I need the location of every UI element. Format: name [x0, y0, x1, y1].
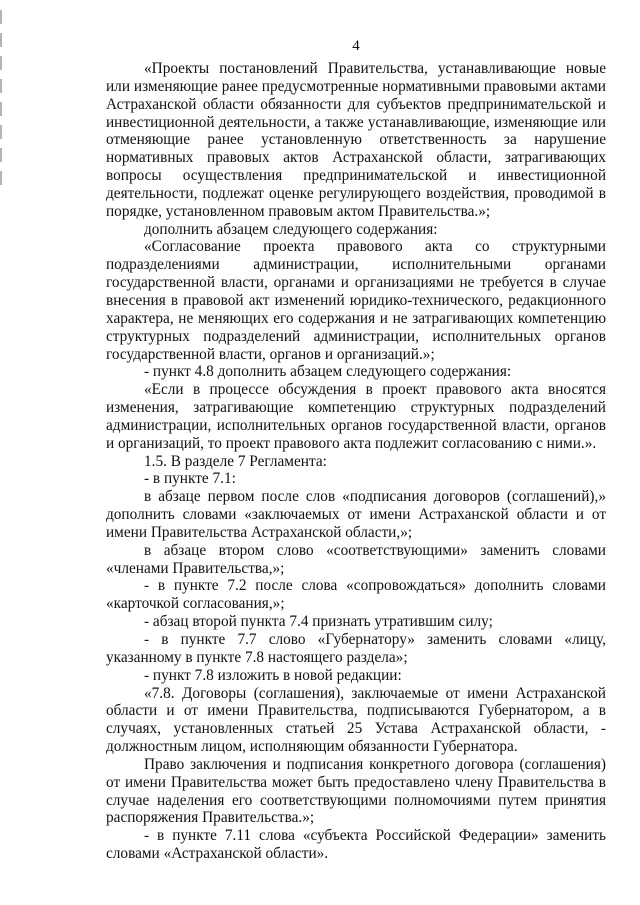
paragraph: в абзаце первом после слов «подписания договоров (соглашений),» дополнить словами «заключаемых от имени Астраханской области и от имени Правительства Астраханской области,»; [106, 488, 606, 541]
paragraph: - в пункте 7.1: [144, 470, 236, 488]
paragraph: Право заключения и подписания конкретного договора (соглашения) от имени Правительства может быть предоставлено члену Правительства в случае наделения его соответствующими полномочиями путем принятия распоряжения Правительства.»; [106, 755, 606, 827]
paragraph: - абзац второй пункта 7.4 признать утратившим силу; [144, 613, 493, 631]
paragraph: «Если в процессе обсуждения в проект правового акта вносятся изменения, затрагивающие компетенцию структурных подразделений администрации, исполнительных органов государственной власти, органов и организаций, то проект правового акта подлежит согласованию с ними.». [106, 381, 606, 452]
document-body [106, 60, 606, 863]
paragraph: - пункт 4.8 дополнить абзацем следующего содержания: [144, 363, 512, 381]
paragraph: дополнить абзацем следующего содержания: [144, 220, 438, 238]
paragraph: «7.8. Договоры (соглашения), заключаемые от имени Астраханской области и от имени Правительства, подписываются Губернатором, а в случаях, установленных статьей 25 Устава Астраханской области, - должностным лицом, исполняющим обязанности Губернатора. [106, 684, 606, 756]
paragraph: «Проекты постановлений Правительства, устанавливающие новые или изменяющие ранее предусмотренные нормативными правовыми актами Астраханской области обязанности для субъектов предпринимательской и инвестиционной деятельности, а также устанавливающие, изменяющие или отменяющие ранее установленную ответственность за нарушение нормативных правовых актов Астраханской области, затрагивающих вопросы осуществления предпринимательской и инвестиционной деятельности, подлежат оценке регулирующего воздействия, проводимой в порядке, установленном правовым актом Правительства.»; [106, 60, 606, 220]
paragraph: 1.5. В разделе 7 Регламента: [144, 452, 327, 470]
paragraph: - пункт 7.8 изложить в новой редакции: [144, 666, 402, 684]
paragraph: «Согласование проекта правового акта со структурными подразделениями администрации, исполнительными органами государственной власти, органами и организациями не требуется в случае внесения в правовой акт изменений юридико-технического, редакционного характера, не меняющих его содержания и не затрагивающих компетенцию структурных подразделений администрации, исполнительных органов государственной власти, органов и организаций.»; [106, 238, 606, 363]
paragraph: - в пункте 7.11 слова «субъекта Российской Федерации» заменить словами «Астраханской области». [106, 827, 606, 863]
page-number: 4 [352, 38, 360, 54]
paragraph: - в пункте 7.7 слово «Губернатору» заменить словами «лицу, указанному в пункте 7.8 настоящего раздела»; [106, 631, 606, 666]
paragraph: в абзаце втором слово «соответствующими» заменить словами «членами Правительства,»; [106, 541, 606, 577]
paragraph: - в пункте 7.2 после слова «сопровождаться» дополнить словами «карточкой согласования,»; [106, 577, 606, 613]
